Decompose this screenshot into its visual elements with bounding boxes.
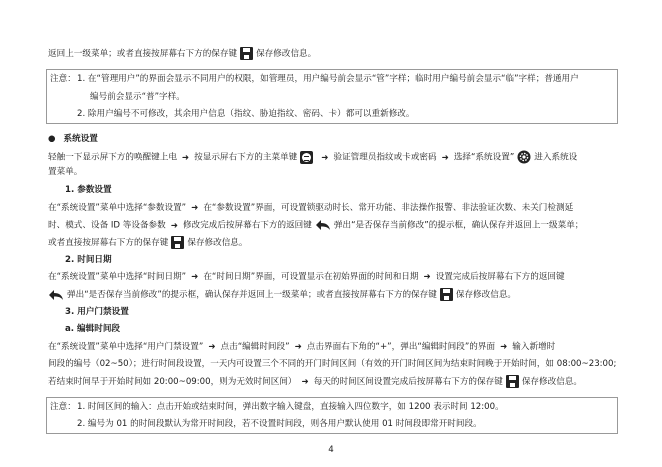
- time-text: 在“系统设置”菜单中选择“时间日期”: [48, 272, 187, 282]
- system-intro-text: 进入系统设: [534, 152, 578, 163]
- time-date-heading: 2. 时间日期: [65, 255, 112, 265]
- save-icon: [240, 47, 253, 60]
- arrow-right-icon: ➜: [301, 377, 309, 387]
- access-text: 点击界面右下角的“+”，弹出“编辑时间段”的界面: [306, 342, 496, 352]
- arrow-right-icon: ➜: [423, 272, 431, 282]
- arrow-right-icon: ➜: [321, 152, 329, 163]
- note-item-1-cont: 编号前会显示“普”字样。: [90, 92, 185, 102]
- access-text: 保存修改信息。: [521, 377, 582, 387]
- time-line-2: [48, 288, 516, 302]
- system-intro-text: 验证管理员指纹或卡或密码: [333, 152, 437, 163]
- access-line-1: [48, 341, 555, 354]
- param-text: 或者直接按屏幕右下方的保存键: [48, 238, 169, 248]
- system-intro-line-2: [48, 166, 82, 179]
- access-line-2: 间段的编号（02~50）；进行时间段设置，一天内可设置三个不同的开门时间区间（有效的开门时间区间为结束时间晚于开始时间，如 08:00~23:00;: [48, 359, 617, 369]
- arrow-right-icon: ➜: [191, 272, 199, 282]
- edit-timeslot-heading: a. 编辑时间段: [65, 324, 121, 334]
- access-text: 在“系统设置”菜单中选择“用户门禁设置”: [48, 342, 204, 352]
- note-item-2: 2. 编号为 01 的时间段默认为常开时间段，若不设置时间段，则各用户默认使用 01 时间段即常开时间段。: [77, 419, 482, 429]
- param-text: 修改完成后按屏幕右下方的返回键: [182, 220, 312, 231]
- main-menu-icon: [300, 151, 313, 164]
- note-item-1: 1. 在“管理用户”的界面会显示不同用户的权限，如管理员，用户编号前会显示“管”字样；临时用户编号前会显示“临”字样；普通用户: [77, 74, 579, 84]
- intro-line: [48, 47, 316, 61]
- access-text: 输入新增时: [512, 342, 556, 352]
- param-text: 在“参数设置”界面，可设置锁驱动时长、常开功能、非法操作报警、非法验证次数、未关门检测延: [203, 203, 574, 213]
- save-icon: [440, 288, 453, 301]
- note-prefix: 注意：: [50, 74, 76, 84]
- param-text: 弹出“是否保存当前修改”的提示框，确认保存并返回上一级菜单；: [333, 220, 584, 231]
- note-item-2: 2. 除用户编号不可修改，其余用户信息（指纹、胁迫指纹、密码、卡）都可以重新修改。: [77, 109, 415, 119]
- param-line-2: [48, 219, 583, 233]
- system-intro-text: 选择“系统设置”: [453, 152, 515, 163]
- param-text: 保存修改信息。: [187, 238, 248, 248]
- note-prefix: 注意：: [50, 402, 76, 412]
- system-settings-title: 系统设置: [63, 134, 98, 144]
- save-icon: [171, 236, 184, 249]
- param-line-1: [48, 202, 573, 215]
- note-box-users: [46, 69, 618, 124]
- access-text: 点击“编辑时间段”: [220, 342, 290, 352]
- time-text: 在“时间日期”界面，可设置显示在初始界面的时间和日期: [203, 272, 419, 282]
- param-text: 时、模式、设备 ID 等设备参数: [48, 220, 166, 231]
- param-text: 在“系统设置”菜单中选择“参数设置”: [48, 203, 187, 213]
- system-intro-line: [48, 150, 577, 165]
- system-intro-text: 按显示屏右下方的主菜单键: [194, 152, 298, 163]
- bullet-icon: ●: [48, 134, 56, 144]
- time-text: 保存修改信息。: [455, 290, 517, 300]
- gear-icon: [517, 150, 531, 164]
- arrow-right-icon: ➜: [208, 342, 216, 352]
- note-item-1: 1. 时间区间的输入：点击开始或结束时间，弹出数字输入键盘，直接输入四位数字，如 1200 表示时间 12:00。: [77, 402, 504, 412]
- arrow-right-icon: ➜: [500, 342, 508, 352]
- save-icon: [506, 375, 519, 388]
- param-settings-heading: 1. 参数设置: [65, 185, 112, 195]
- back-arrow-icon: [48, 289, 64, 301]
- arrow-right-icon: ➜: [181, 152, 190, 163]
- system-settings-heading: [48, 133, 98, 146]
- access-settings-heading: 3. 用户门禁设置: [65, 307, 129, 317]
- arrow-right-icon: ➜: [441, 152, 449, 163]
- time-text: 弹出“是否保存当前修改”的提示框，确认保存并返回上一级菜单；或者直接按屏幕右下方的保存键: [67, 290, 437, 300]
- time-line-1: [48, 271, 565, 284]
- system-intro-text: 轻触一下显示屏下方的唤醒键上电: [48, 152, 177, 163]
- access-text: 每天的时间区间设置完成后按屏幕右下方的保存键: [313, 377, 503, 387]
- access-text: 若结束时间早于开始时间如 20:00~09:00，则为无效时间区间）: [48, 377, 297, 387]
- intro-text-end: 保存修改信息。: [256, 49, 317, 59]
- note-box-timeslots: [46, 397, 618, 434]
- arrow-right-icon: ➜: [191, 203, 199, 213]
- arrow-right-icon: ➜: [170, 220, 178, 231]
- page-number: 4: [328, 445, 334, 455]
- arrow-right-icon: ➜: [294, 342, 302, 352]
- param-line-3: [48, 236, 248, 250]
- back-arrow-icon: [315, 219, 331, 231]
- system-intro-text: 置菜单。: [48, 167, 83, 177]
- time-text: 设置完成后按屏幕右下方的返回键: [435, 272, 565, 282]
- intro-text: 返回上一级菜单；或者直接按屏幕右下方的保存键: [48, 49, 238, 59]
- access-line-3: [48, 375, 582, 389]
